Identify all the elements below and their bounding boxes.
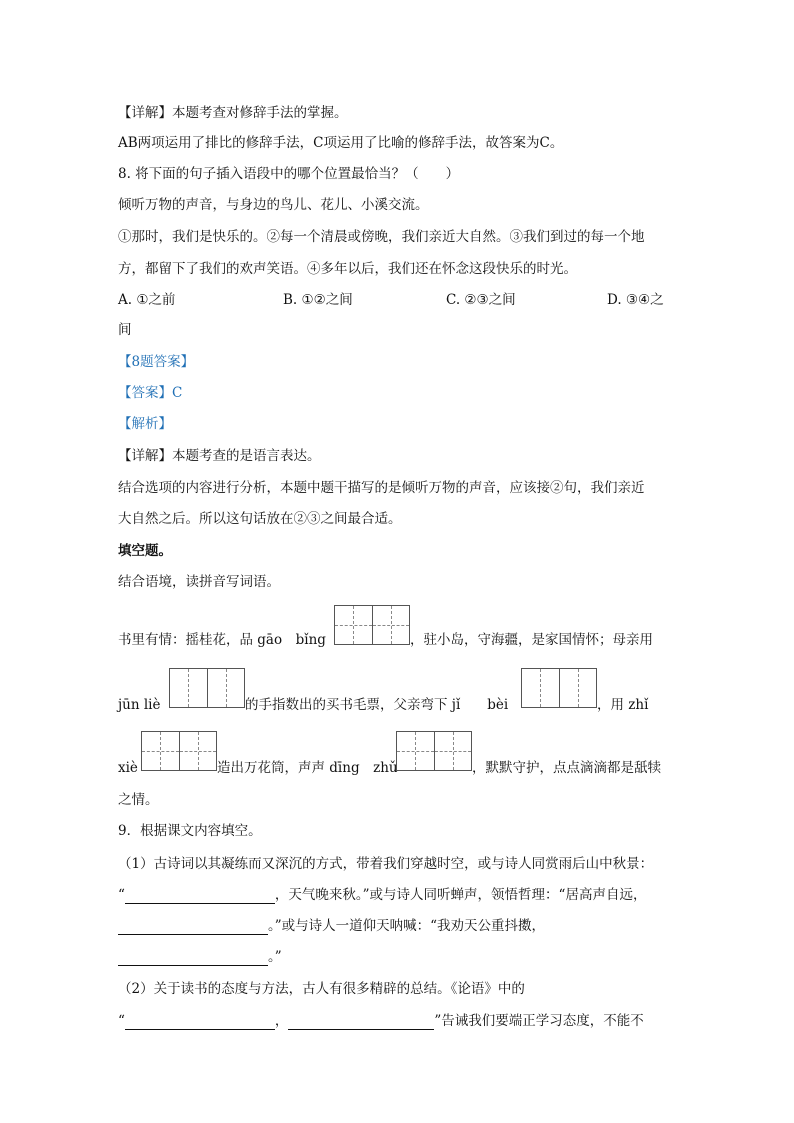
q7-detail: 【详解】本题考查对修辞手法的掌握。 [118,105,348,121]
comma: ， [274,1013,289,1029]
pinyin-line-4: 之情。 [118,792,159,808]
pinyin-line-2b: 的手指数出的买书毛票，父亲弯下 jǐ bèi [245,697,509,713]
q8-answer-heading: 【8题答案】 [118,354,195,370]
grid-cell[interactable] [208,669,245,707]
writing-grid-zhixie[interactable] [141,731,217,771]
open-quote: “ [118,1013,125,1029]
section-title: 填空题。 [118,543,172,559]
writing-grid-gaobing[interactable] [334,605,410,645]
q9-part1-line4-text: 。” [268,949,282,965]
grid-cell[interactable] [435,732,472,770]
fill-blank-4[interactable] [125,1015,275,1030]
q8-analysis-heading: 【解析】 [118,416,172,432]
open-quote: “ [118,887,125,903]
grid-cell[interactable] [560,669,597,707]
grid-cell[interactable] [522,669,560,707]
q9-part1-line2 [118,886,646,904]
pinyin-xie: xiè [118,760,138,776]
pinyin-junlie: jūn liè [118,697,161,713]
q8-answer [118,384,182,402]
pinyin-intro: 结合语境，读拼音写词语。 [118,574,280,590]
grid-cell[interactable] [180,732,217,770]
q9-part1-line3 [118,917,545,935]
pinyin-line-1b: ，驻小岛，守海疆，是家国情怀；母亲用 [410,632,653,648]
q9-part2-line2-text: ”告诫我们要端正学习态度，不能不 [434,1013,644,1029]
writing-grid-dingzhu[interactable] [396,731,472,771]
grid-cell[interactable] [142,732,180,770]
q8-explain-1: 结合选项的内容进行分析，本题中题干描写的是倾听万物的声音，应该接②句，我们亲近 [118,480,645,496]
pinyin-line-3c: ，默默守护，点点滴滴都是舐犊 [472,760,661,776]
q8-option-c: C. ②③之间 [446,292,516,308]
grid-cell[interactable] [335,606,373,644]
writing-grid-jibei[interactable] [521,668,597,708]
fill-blank-1[interactable] [125,889,275,904]
q9-part2-line1: （2）关于读书的态度与方法，古人有很多精辟的总结。《论语》中的 [118,981,525,997]
answer-tag: 【答案】C [118,385,183,401]
q8-passage-1: ①那时，我们是快乐的。②每一个清晨或傍晚，我们亲近大自然。③我们到过的每一个地 [118,229,645,245]
q8-sentence: 倾听万物的声音，与身边的鸟儿、花儿、小溪交流。 [118,197,429,213]
q8-explain-2: 大自然之后。所以这句话放在②③之间最合适。 [118,511,402,527]
q8-option-d-cont: 间 [118,322,132,338]
q8-option-b: B. ①②之间 [283,292,353,308]
q8-option-d: D. ③④之 [607,292,664,308]
q9-part1-line4 [118,948,282,966]
q9-part1-line3-text: 。”或与诗人一道仰天呐喊：“我劝天公重抖擞， [268,918,546,934]
q8-stem: 8. 将下面的句子插入语段中的哪个位置最恰当？（ ） [118,166,460,182]
fill-blank-2[interactable] [118,920,268,935]
pinyin-line-2c: ，用 zhǐ [597,697,649,713]
pinyin-line-3b: 造出万花筒，声声 dīng zhǔ [217,760,398,776]
fill-blank-5[interactable] [288,1015,434,1030]
q8-passage-2: 方，都留下了我们的欢声笑语。④多年以后，我们还在怀念这段快乐的时光。 [118,261,577,277]
q9-part2-line2 [118,1012,644,1030]
q9-part1-line1: （1）古诗词以其凝练而又深沉的方式，带着我们穿越时空，或与诗人同赏雨后山中秋景： [118,856,654,872]
q9-part1-line2-text: ，天气晚来秋。”或与诗人同听蝉声，领悟哲理：“居高声自远， [274,887,647,903]
grid-cell[interactable] [170,669,208,707]
writing-grid-junlie[interactable] [169,668,245,708]
fill-blank-3[interactable] [118,951,268,966]
q8-detail: 【详解】本题考查的是语言表达。 [118,448,321,464]
q7-analysis: AB两项运用了排比的修辞手法，C项运用了比喻的修辞手法，故答案为C。 [118,135,564,151]
q8-option-a: A. ①之前 [118,292,176,308]
q9-stem: 9．根据课文内容填空。 [118,823,262,839]
grid-cell[interactable] [373,606,410,644]
pinyin-line-1a: 书里有情：摇桂花，品 gāo bǐng [118,632,326,648]
grid-cell[interactable] [397,732,435,770]
